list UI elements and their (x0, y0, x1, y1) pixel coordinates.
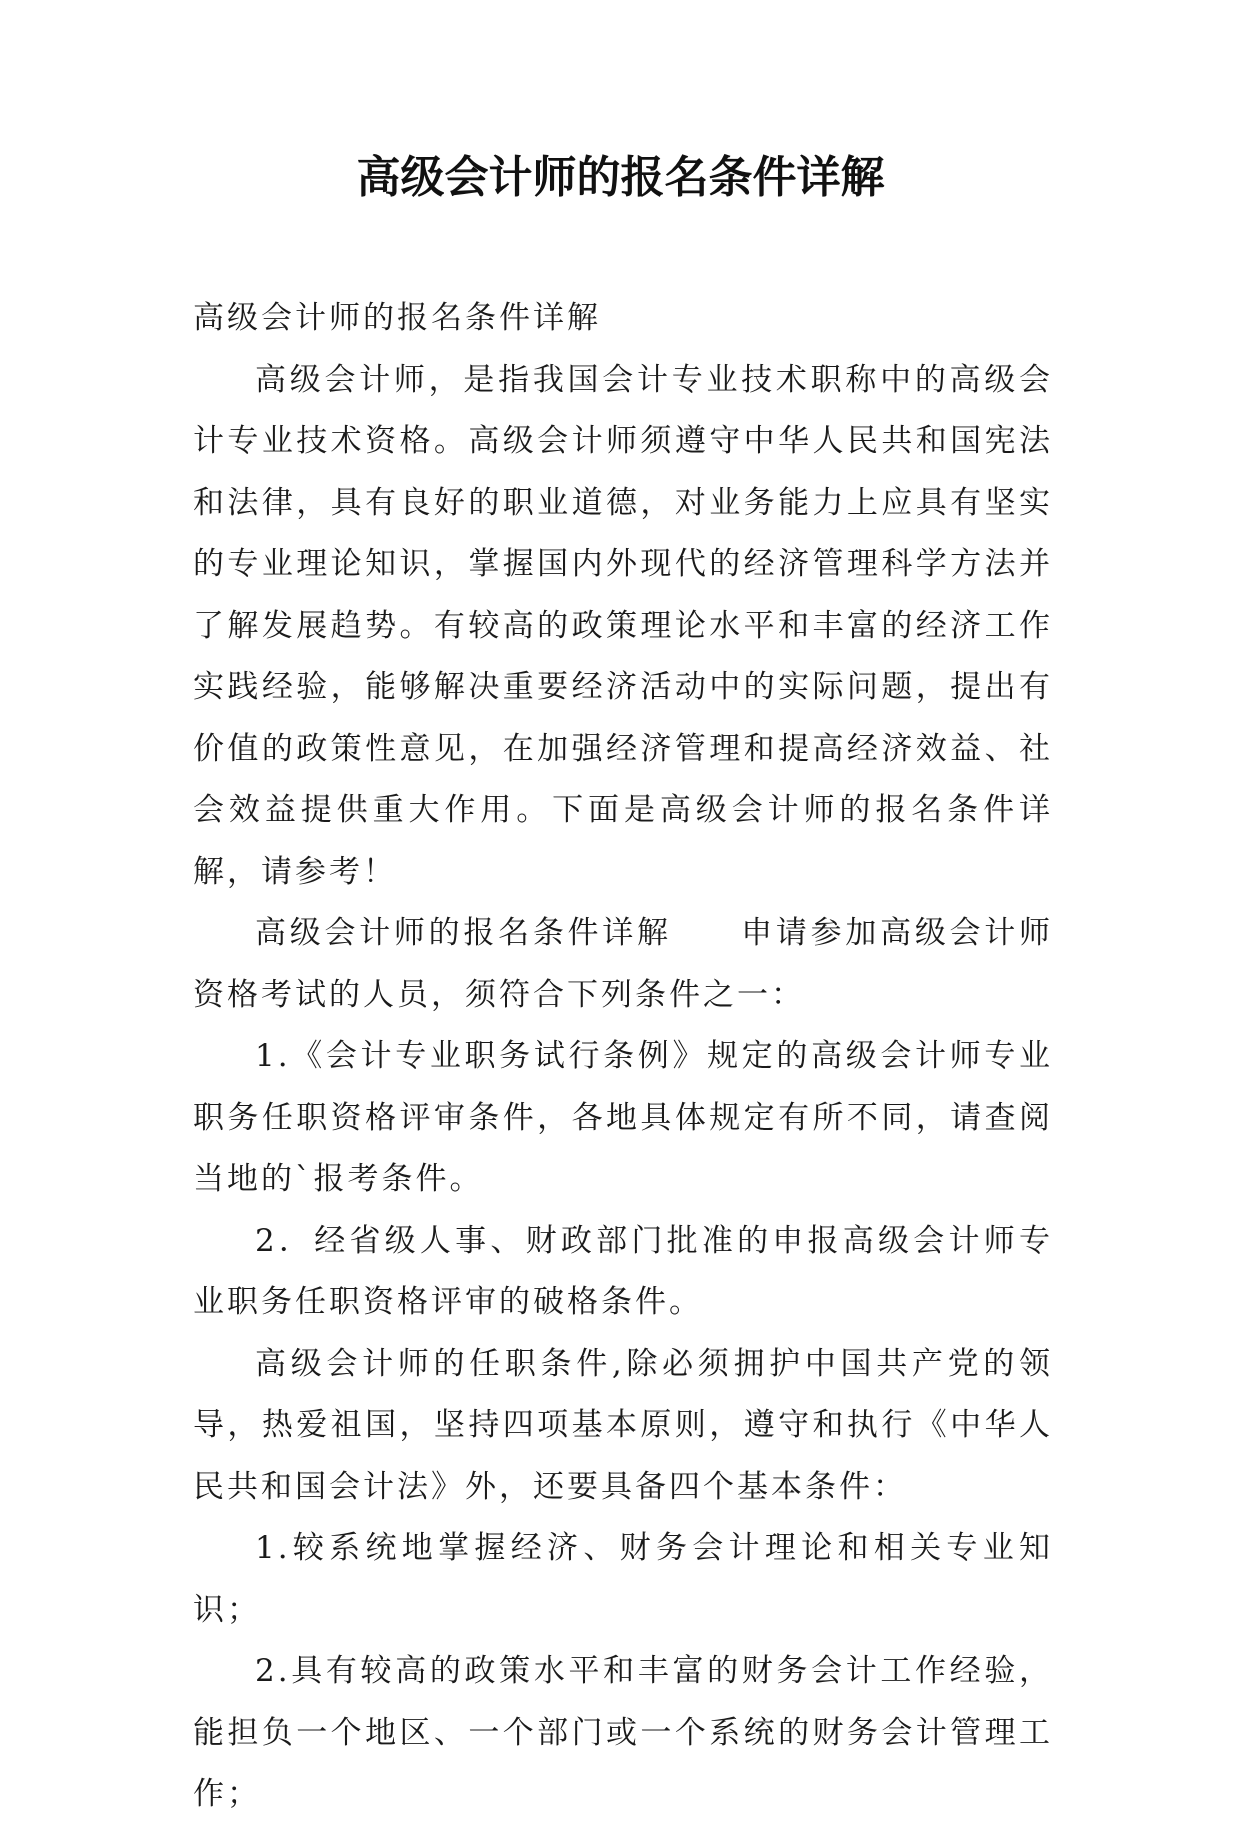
paragraph-condition-1: 1.《会计专业职务试行条例》规定的高级会计师专业职务任职资格评审条件，各地具体规定有所不同，请查阅当地的`报考条件。 (193, 1038, 1053, 1197)
paragraph-basic-condition-1: 1.较系统地掌握经济、财务会计理论和相关专业知识； (193, 1530, 1053, 1628)
paragraph-appointment-conditions: 高级会计师的任职条件,除必须拥护中国共产党的领导，热爱祖国，坚持四项基本原则，遵守和执行《中华人民共和国会计法》外，还要具备四个基本条件： (193, 1345, 1053, 1505)
paragraph-exam-conditions: 高级会计师的报名条件详解 申请参加高级会计师资格考试的人员，须符合下列条件之一： (193, 915, 1053, 1013)
document-body (193, 288, 1053, 1826)
paragraph-subtitle: 高级会计师的报名条件详解 (193, 300, 601, 336)
paragraph-intro: 高级会计师，是指我国会计专业技术职称中的高级会计专业技术资格。高级会计师须遵守中华人民共和国宪法和法律，具有良好的职业道德，对业务能力上应具有坚实的专业理论知识，掌握国内外现代的经济管理科学方法并了解发展趋势。有较高的政策理论水平和丰富的经济工作实践经验，能够解决重要经济活动中的实际问题，提出有价值的政策性意见，在加强经济管理和提高经济效益、社会效益提供重大作用。下面是高级会计师的报名条件详解，请参考！ (193, 361, 1053, 890)
document-title: 高级会计师的报名条件详解 (356, 152, 885, 203)
paragraph-condition-2: 2．经省级人事、财政部门批准的申报高级会计师专业职务任职资格评审的破格条件。 (193, 1222, 1053, 1320)
paragraph-basic-condition-2: 2.具有较高的政策水平和丰富的财务会计工作经验，能担负一个地区、一个部门或一个系统的财务会计管理工作； (193, 1653, 1053, 1812)
